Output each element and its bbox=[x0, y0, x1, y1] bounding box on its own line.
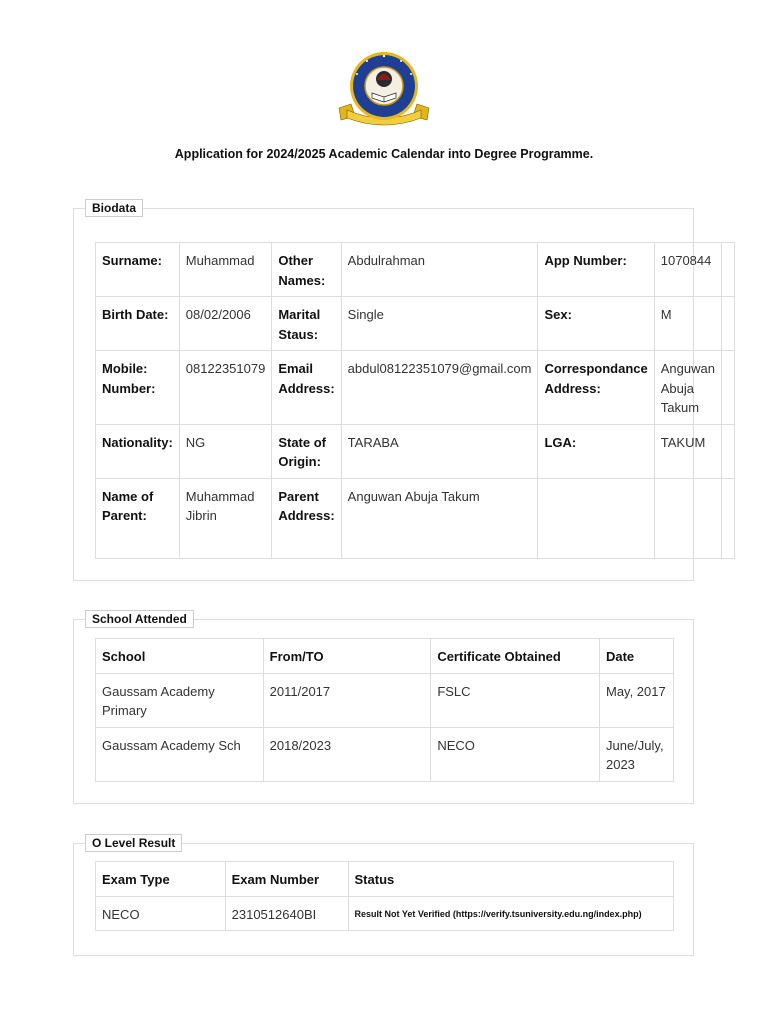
mobile-number-value: 08122351079 bbox=[179, 351, 272, 425]
o-level-table bbox=[95, 861, 674, 931]
certificate-header: Certificate Obtained bbox=[431, 639, 600, 674]
table-row bbox=[96, 243, 735, 297]
table-row bbox=[96, 673, 674, 727]
school-attended-section bbox=[73, 612, 694, 804]
sex-label: Sex: bbox=[538, 297, 654, 351]
exam-number-header: Exam Number bbox=[225, 862, 348, 897]
school-header: School bbox=[96, 639, 264, 674]
table-row bbox=[96, 727, 674, 781]
state-of-origin-value: TARABA bbox=[341, 424, 538, 478]
parent-name-label: Name of Parent: bbox=[96, 478, 180, 558]
birth-date-label: Birth Date: bbox=[96, 297, 180, 351]
from-to: 2011/2017 bbox=[263, 673, 431, 727]
mobile-number-label: Mobile: Number: bbox=[96, 351, 180, 425]
parent-address-label: Parent Address: bbox=[272, 478, 341, 558]
surname-label: Surname: bbox=[96, 243, 180, 297]
correspondence-address-value: Anguwan Abuja Takum bbox=[654, 351, 721, 425]
empty-cell bbox=[721, 424, 734, 478]
nationality-label: Nationality: bbox=[96, 424, 180, 478]
empty-cell bbox=[721, 297, 734, 351]
table-row bbox=[96, 896, 674, 931]
school-table bbox=[95, 638, 674, 782]
table-row bbox=[96, 478, 735, 558]
parent-name-value: Muhammad Jibrin bbox=[179, 478, 272, 558]
app-number-value: 1070844 bbox=[654, 243, 721, 297]
school-attended-legend: School Attended bbox=[85, 610, 194, 628]
surname-value: Muhammad bbox=[179, 243, 272, 297]
empty-cell bbox=[721, 351, 734, 425]
lga-label: LGA: bbox=[538, 424, 654, 478]
exam-type-header: Exam Type bbox=[96, 862, 226, 897]
empty-cell bbox=[721, 243, 734, 297]
marital-status-value: Single bbox=[341, 297, 538, 351]
birth-date-value: 08/02/2006 bbox=[179, 297, 272, 351]
lga-value: TAKUM bbox=[654, 424, 721, 478]
table-row bbox=[96, 424, 735, 478]
correspondence-address-label: Correspondance Address: bbox=[538, 351, 654, 425]
exam-type: NECO bbox=[96, 896, 226, 931]
date: May, 2017 bbox=[599, 673, 673, 727]
from-to: 2018/2023 bbox=[263, 727, 431, 781]
exam-number: 2310512640BI bbox=[225, 896, 348, 931]
date-header: Date bbox=[599, 639, 673, 674]
biodata-table bbox=[95, 242, 735, 559]
empty-cell bbox=[721, 478, 734, 558]
school-name: Gaussam Academy Primary bbox=[96, 673, 264, 727]
empty-cell bbox=[538, 478, 654, 558]
table-row bbox=[96, 351, 735, 425]
parent-address-value: Anguwan Abuja Takum bbox=[341, 478, 538, 558]
nationality-value: NG bbox=[179, 424, 272, 478]
certificate: NECO bbox=[431, 727, 600, 781]
table-row bbox=[96, 297, 735, 351]
date: June/July, 2023 bbox=[599, 727, 673, 781]
certificate: FSLC bbox=[431, 673, 600, 727]
table-header-row bbox=[96, 862, 674, 897]
biodata-legend: Biodata bbox=[85, 199, 143, 217]
marital-status-label: Marital Staus: bbox=[272, 297, 341, 351]
other-names-value: Abdulrahman bbox=[341, 243, 538, 297]
university-logo bbox=[337, 50, 431, 126]
page-title: Application for 2024/2025 Academic Calendar into Degree Programme. bbox=[174, 147, 594, 161]
from-to-header: From/TO bbox=[263, 639, 431, 674]
o-level-result-legend: O Level Result bbox=[85, 834, 182, 852]
email-label: Email Address: bbox=[272, 351, 341, 425]
table-header-row bbox=[96, 639, 674, 674]
sex-value: M bbox=[654, 297, 721, 351]
empty-cell bbox=[654, 478, 721, 558]
school-name: Gaussam Academy Sch bbox=[96, 727, 264, 781]
app-number-label: App Number: bbox=[538, 243, 654, 297]
email-value: abdul08122351079@gmail.com bbox=[341, 351, 538, 425]
verification-status: Result Not Yet Verified (https://verify.tsuniversity.edu.ng/index.php) bbox=[348, 896, 673, 931]
biodata-section bbox=[73, 201, 715, 581]
other-names-label: Other Names: bbox=[272, 243, 341, 297]
o-level-result-section bbox=[73, 836, 694, 956]
status-header: Status bbox=[348, 862, 673, 897]
state-of-origin-label: State of Origin: bbox=[272, 424, 341, 478]
